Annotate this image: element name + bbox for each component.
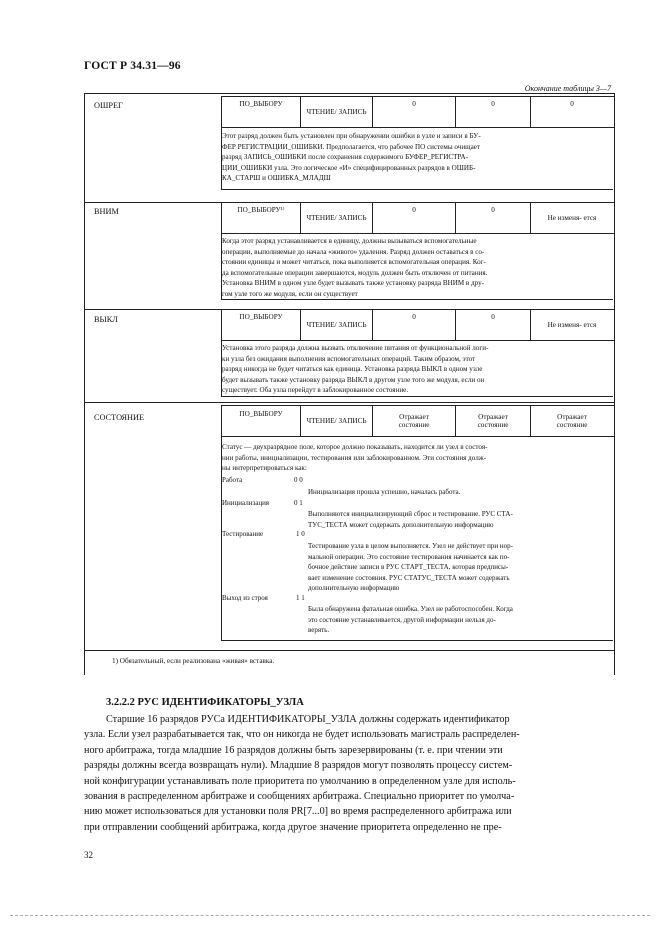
attr-value-3: 0	[570, 100, 574, 108]
section-paragraph: Старшие 16 разрядов РУСа ИДЕНТИФИКАТОРЫ_УЗЛА должны содержать идентификатор узла. Если узел разрабатывается так, что он никогда не будет использовать магистраль распределен- ного арбитража, тогда младшие 16 разрядов должны быть зарезервированы (т. е. при чтении эти разряды должны всегда возвращать нули). Младшие 8 разрядов могут позволять процессу систем- ной конфигурации устанавливать поле приоритета по умолчанию в определенном узле для исполь- зования в распределенном арбитраже и сообщениях арбитража. Специально приоритет по умолча- нию может использоваться для установки поля PR[7...0] во время распределенного арбитража или при отправлении сообщений арбитража, когда другое значение приоритета определенно не пре-	[84, 714, 520, 833]
state-description: Была обнаружена фатальная ошибка. Узел не работоспособен. Когда это состояние устанавливается, другой информации нельзя до- верять.	[308, 605, 513, 634]
attr-access: ЧТЕНИЕ/ ЗАПИСЬ	[306, 107, 367, 116]
attr-value-2: 0	[491, 313, 495, 321]
register-name-vnim: ВНИМ	[94, 207, 119, 216]
attr-value-2: 0	[491, 206, 495, 214]
attr-access: ЧТЕНИЕ/ ЗАПИСЬ	[306, 416, 367, 425]
attr-type: ПО_ВЫБОРУ	[239, 100, 283, 108]
register-description: Статус — двухразрядное поле, которое должно показывать, находится ли узел в состоя- нии работы, инициализации, тестирования или заблокированном. Эти состояния долж- ны интерпретироваться как:	[222, 443, 488, 473]
document-title: ГОСТ Р 34.31—96	[84, 60, 181, 72]
attr-type: ПО_ВЫБОРУ	[239, 313, 283, 321]
state-description: Выполняются инициализирующий сброс и тестирование. РУС СТА- ТУС_ТЕСТА может содержать дополнительную информацию	[308, 510, 513, 529]
scan-edge-line	[10, 915, 650, 916]
row-divider	[84, 402, 614, 403]
state-code: 1 1	[296, 594, 305, 602]
attr-reset-value: 0	[412, 206, 416, 214]
attr-value-3: Не изменя- ется	[547, 320, 597, 329]
state-code: 0 0	[294, 476, 303, 484]
attr-reset-value: Отражает состояние	[398, 412, 430, 429]
state-name: Работа	[222, 476, 243, 484]
attr-reset-value: 0	[412, 100, 416, 108]
section-heading: 3.2.2.2 РУС ИДЕНТИФИКАТОРЫ_УЗЛА	[106, 697, 304, 708]
page-number: 32	[84, 850, 93, 860]
desc-left-border	[221, 340, 222, 396]
desc-bottom-border	[221, 299, 613, 300]
state-name: Тестирование	[222, 530, 264, 538]
row-divider	[84, 650, 614, 651]
register-name-oshreg: ОШРЕГ	[94, 101, 123, 110]
register-description: Установка этого разряда должна вызвать отключение питания от функциональной логи- ки узла без ожидания выполнения вспомогательных операций. Таким образом, этот разряд никогда не будет читаться как единица. Установка разряда ВЫКЛ в одном узле будет вызывать также установку разряда ВЫКЛ в другом узле того же модуля, если он существует. Оба узла перейдут в заблокированное состояние.	[222, 344, 489, 395]
state-code: 1 0	[296, 530, 305, 538]
attr-value-3: Отражает состояние	[556, 412, 588, 429]
desc-bottom-border	[221, 640, 613, 641]
state-name: Выход из строя	[222, 594, 268, 602]
attr-access: ЧТЕНИЕ/ ЗАПИСЬ	[306, 320, 367, 329]
desc-bottom-border	[221, 189, 613, 190]
state-description: Тестирование узла в целом выполняется. Узел не действует при нор- мальной операции. Это состояние тестирования начинается как по- бочное действие записи в РУС СТАРТ_ТЕСТА, которая предписы- вает изменение состояния. РУС СТАТУС_ТЕСТА может содержать дополнительную информацию	[308, 542, 513, 592]
attr-value-2: Отражает состояние	[477, 412, 509, 429]
attr-value-2: 0	[491, 100, 495, 108]
table-continuation-label: Окончание таблицы 3—7	[524, 84, 611, 93]
state-description: Инициализация прошла успешно, началась работа.	[308, 488, 461, 496]
state-code: 0 1	[294, 499, 303, 507]
register-name-vykl: ВЫКЛ	[94, 315, 118, 324]
desc-left-border	[221, 233, 222, 299]
attr-value-3: Не изменя- ется	[547, 213, 597, 222]
state-name: Инициализация	[222, 499, 270, 507]
register-description: Когда этот разряд устанавливается в единицу, должны вызываться вспомогательные операции, выполняемые до начала «живого» удаления. Разряд должен оставаться в со- стоянии единицы и может читаться, пока выполняется вспомогательная операция. Ког- да вспомогательные операции завершаются, модуль должен быть отключен от питания. Установка ВНИМ в одном узле будет вызывать также установку разряда ВНИМ в дру- гом узле того же модуля, если он существует	[222, 237, 488, 298]
table-footnote: 1) Обязательный, если реализована «живая» вставка.	[112, 657, 275, 665]
register-name-sostoyanie: СОСТОЯНИЕ	[94, 413, 145, 422]
attr-type: ПО_ВЫБОРУ	[239, 410, 283, 418]
desc-left-border	[221, 436, 222, 640]
attr-access: ЧТЕНИЕ/ ЗАПИСЬ	[306, 213, 367, 222]
attr-reset-value: 0	[412, 313, 416, 321]
desc-left-border	[221, 127, 222, 189]
attr-type: ПО_ВЫБОРУ¹⁾	[237, 206, 285, 214]
desc-bottom-border	[221, 396, 613, 397]
register-description: Этот разряд должен быть установлен при обнаружении ошибки в узле и записи в БУ- ФЕР РЕГИСТРАЦИИ_ОШИБКИ. Предполагается, что рабочее ПО системы очищает разряд ЗАПИСЬ_ОШИБКИ после сохранения содержимого БУФЕР_РЕГИСТРА- ЦИИ_ОШИБКИ узла. Это логическое «И» специфицированных разрядов в ОШИБ- КА_СТАРШ и ОШИБКА_МЛАДШ	[222, 132, 481, 183]
